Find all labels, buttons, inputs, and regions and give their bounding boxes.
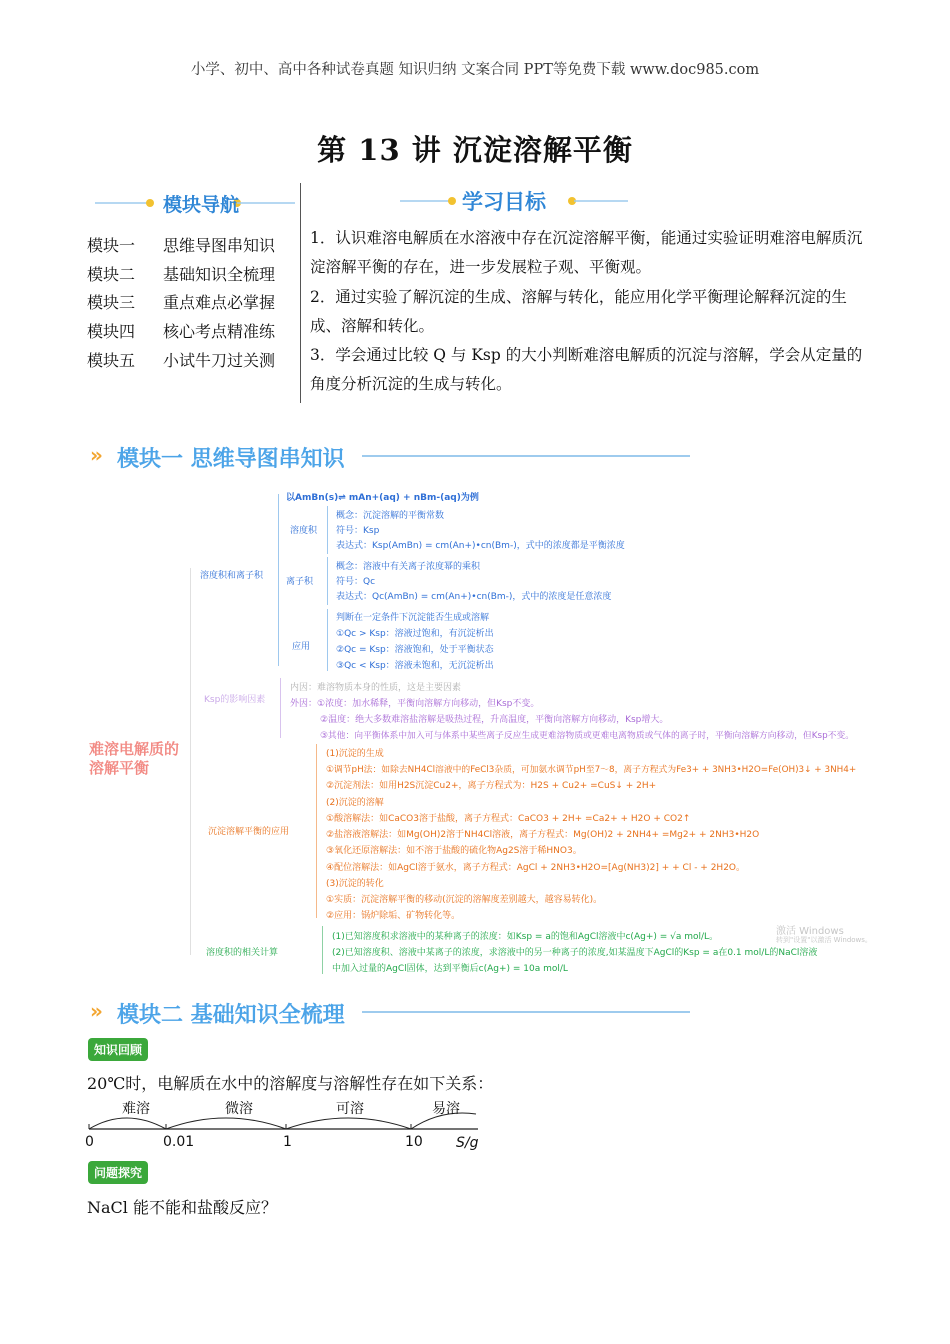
app-transform-essence: ①实质：沉淀溶解平衡的移动(沉淀的溶解度差别越大，越容易转化)。 [326, 895, 603, 905]
scale-label-slightly: 微溶 [225, 1101, 253, 1117]
calc-line-2: (2)已知溶度积、溶液中某离子的浓度，求溶液中的另一种离子的浓度,如某温度下AgCl的Ksp = a在0.1 mol/L的NaCl溶液 [332, 948, 818, 958]
branch-ksp-factors: Ksp的影响因素 [204, 695, 266, 705]
mindmap-root: 难溶电解质的溶解平衡 [89, 740, 180, 777]
column-divider [300, 183, 301, 403]
nav-item-5[interactable]: 模块五 小试牛刀过关测 [87, 351, 276, 370]
section-arrow-icon: » [90, 999, 103, 1023]
application-brace [327, 609, 328, 671]
recall-text: 20℃时，电解质在水中的溶解度与溶解性存在如下关系： [87, 1074, 494, 1093]
branch2-brace [280, 678, 281, 738]
page-header: 小学、初中、高中各种试卷真题 知识归纳 文案合同 PPT等免费下载 www.doc985.com [190, 62, 760, 78]
ksp-symbol: 符号：Ksp [336, 526, 380, 536]
calc-line-3: 中加入过量的AgCl固体，达到平衡后c(Ag+) = 10a mol/L [332, 964, 568, 974]
ksp-expression: 表达式：Ksp(AmBn) = cm(An+)•cn(Bm-)，式中的浓度都是平衡浓度 [336, 541, 625, 551]
goal-heading: 学习目标 [462, 190, 546, 214]
nav-heading: 模块导航 [163, 194, 240, 216]
section1-heading: 模块一 思维导图串知识 [117, 447, 345, 472]
app-dissolution-heading: (2)沉淀的溶解 [326, 798, 384, 808]
root-brace [190, 568, 191, 955]
branch-calculation: 溶度积的相关计算 [206, 948, 279, 958]
branch1-intro: 以AmBn(s)⇌ mAn+(aq) + nBm-(aq)为例 [286, 493, 479, 503]
qc-brace [327, 557, 328, 605]
app-transform-use: ②应用：锅炉除垢、矿物转化等。 [326, 911, 461, 921]
scale-label-insoluble: 难溶 [122, 1101, 150, 1117]
section1-rule [362, 455, 690, 457]
app-transform-heading: (3)沉淀的转化 [326, 879, 384, 889]
section2-rule [362, 1011, 690, 1013]
branch1-brace [278, 494, 279, 666]
branch-applications: 沉淀溶解平衡的应用 [208, 827, 290, 837]
app-redox-dissolve: ③氧化还原溶解法：如不溶于盐酸的硫化物Ag2S溶于稀HNO3。 [326, 846, 582, 856]
goal-1: 1．认识难溶电解质在水溶液中存在沉淀溶解平衡，能通过实验证明难溶电解质沉淀溶解平衡的存在，进一步发展粒子观、平衡观。 [310, 229, 863, 276]
qc-concept: 概念：溶液中有关离子浓度幂的乘积 [336, 562, 481, 572]
qc-expression: 表达式：Qc(AmBn) = cm(An+)•cn(Bm-)，式中的浓度是任意浓度 [336, 592, 612, 602]
calc-line-1: (1)已知溶度积求溶液中的某种离子的浓度：如Ksp = a的饱和AgCl溶液中c(Ag+) = √a mol/L。 [332, 932, 719, 942]
app-ph-method: ①调节pH法：如除去NH4Cl溶液中的FeCl3杂质，可加氨水调节pH至7～8，离子方程式为Fe3+ + 3NH3•H2O=Fe(OH)3↓ + 3NH4+ [326, 765, 857, 775]
factor-temperature: ②温度：绝大多数难溶盐溶解是吸热过程，升高温度，平衡向溶解方向移动，Ksp增大。 [320, 715, 669, 725]
ksp-concept: 概念：沉淀溶解的平衡常数 [336, 511, 445, 521]
scale-tick-3: 10 [405, 1134, 423, 1150]
scale-label-very: 易溶 [432, 1101, 460, 1117]
application-line-3: ②Qc = Ksp：溶液饱和，处于平衡状态 [336, 645, 494, 655]
watermark-line-1: 激活 Windows [776, 926, 844, 937]
application-line-4: ③Qc < Ksp：溶液未饱和，无沉淀析出 [336, 661, 494, 671]
scale-tick-0: 0 [85, 1134, 94, 1150]
goal-2: 2．通过实验了解沉淀的生成、溶解与转化，能应用化学平衡理论解释沉淀的生成、溶解和转化。 [310, 288, 847, 335]
section2-heading: 模块二 基础知识全梳理 [117, 1003, 345, 1028]
nav-item-4[interactable]: 模块四 核心考点精准练 [87, 322, 276, 341]
page-title: 第 13 讲 沉淀溶解平衡 [317, 133, 633, 167]
app-complex-dissolve: ④配位溶解法：如AgCl溶于氨水，离子方程式：AgCl + 2NH3•H2O=[Ag(NH3)2] + + Cl - + 2H2O。 [326, 863, 746, 873]
application-line-2: ①Qc > Ksp：溶液过饱和，有沉淀析出 [336, 629, 494, 639]
watermark-line-2: 转到"设置"以激活 Windows。 [776, 936, 872, 944]
app-precipitant: ②沉淀剂法：如用H2S沉淀Cu2+，离子方程式为：H2S + Cu2+ =CuS↓ + 2H+ [326, 781, 657, 791]
qc-label: 离子积 [286, 577, 314, 587]
app-salt-dissolve: ②盐溶液溶解法：如Mg(OH)2溶于NH4Cl溶液，离子方程式：Mg(OH)2 + 2NH4+ =Mg2+ + 2NH3•H2O [326, 830, 760, 840]
scale-label-soluble: 可溶 [336, 1101, 364, 1117]
branch3-brace [316, 744, 317, 918]
problem-explore-tag: 问题探究 [88, 1161, 148, 1184]
qc-symbol: 符号：Qc [336, 577, 376, 587]
application-label: 应用 [292, 642, 311, 652]
factor-other: ③其他：向平衡体系中加入可与体系中某些离子反应生成更难溶物质或更难电离物质或气体的离子时，平衡向溶解方向移动，但Ksp不变。 [320, 731, 855, 741]
scale-tick-2: 1 [283, 1134, 292, 1150]
branch4-brace [322, 926, 323, 974]
application-line-1: 判断在一定条件下沉淀能否生成或溶解 [336, 613, 490, 623]
branch-ksp-qc: 溶度积和离子积 [200, 571, 264, 581]
question-text: NaCl 能不能和盐酸反应？ [87, 1198, 277, 1217]
knowledge-review-tag: 知识回顾 [88, 1038, 148, 1061]
ksp-brace [327, 506, 328, 554]
app-acid-dissolve: ①酸溶解法：如CaCO3溶于盐酸，离子方程式：CaCO3 + 2H+ =Ca2+ + H2O + CO2↑ [326, 814, 691, 824]
nav-item-1[interactable]: 模块一 思维导图串知识 [87, 236, 276, 255]
scale-tick-1: 0.01 [163, 1134, 195, 1150]
app-generation-heading: (1)沉淀的生成 [326, 749, 384, 759]
nav-item-3[interactable]: 模块三 重点难点必掌握 [87, 293, 276, 312]
factor-internal: 内因：难溶物质本身的性质，这是主要因素 [290, 683, 462, 693]
goal-3: 3．学会通过比较 Q 与 Ksp 的大小判断难溶电解质的沉淀与溶解，学会从定量的角度分析沉淀的生成与转化。 [310, 346, 863, 393]
scale-unit: S/g [456, 1135, 479, 1151]
section-arrow-icon: » [90, 443, 103, 467]
ksp-label: 溶度积 [290, 526, 318, 536]
factor-concentration: 外因：①浓度：加水稀释，平衡向溶解方向移动，但Ksp不变。 [290, 699, 540, 709]
nav-item-2[interactable]: 模块二 基础知识全梳理 [87, 265, 276, 284]
